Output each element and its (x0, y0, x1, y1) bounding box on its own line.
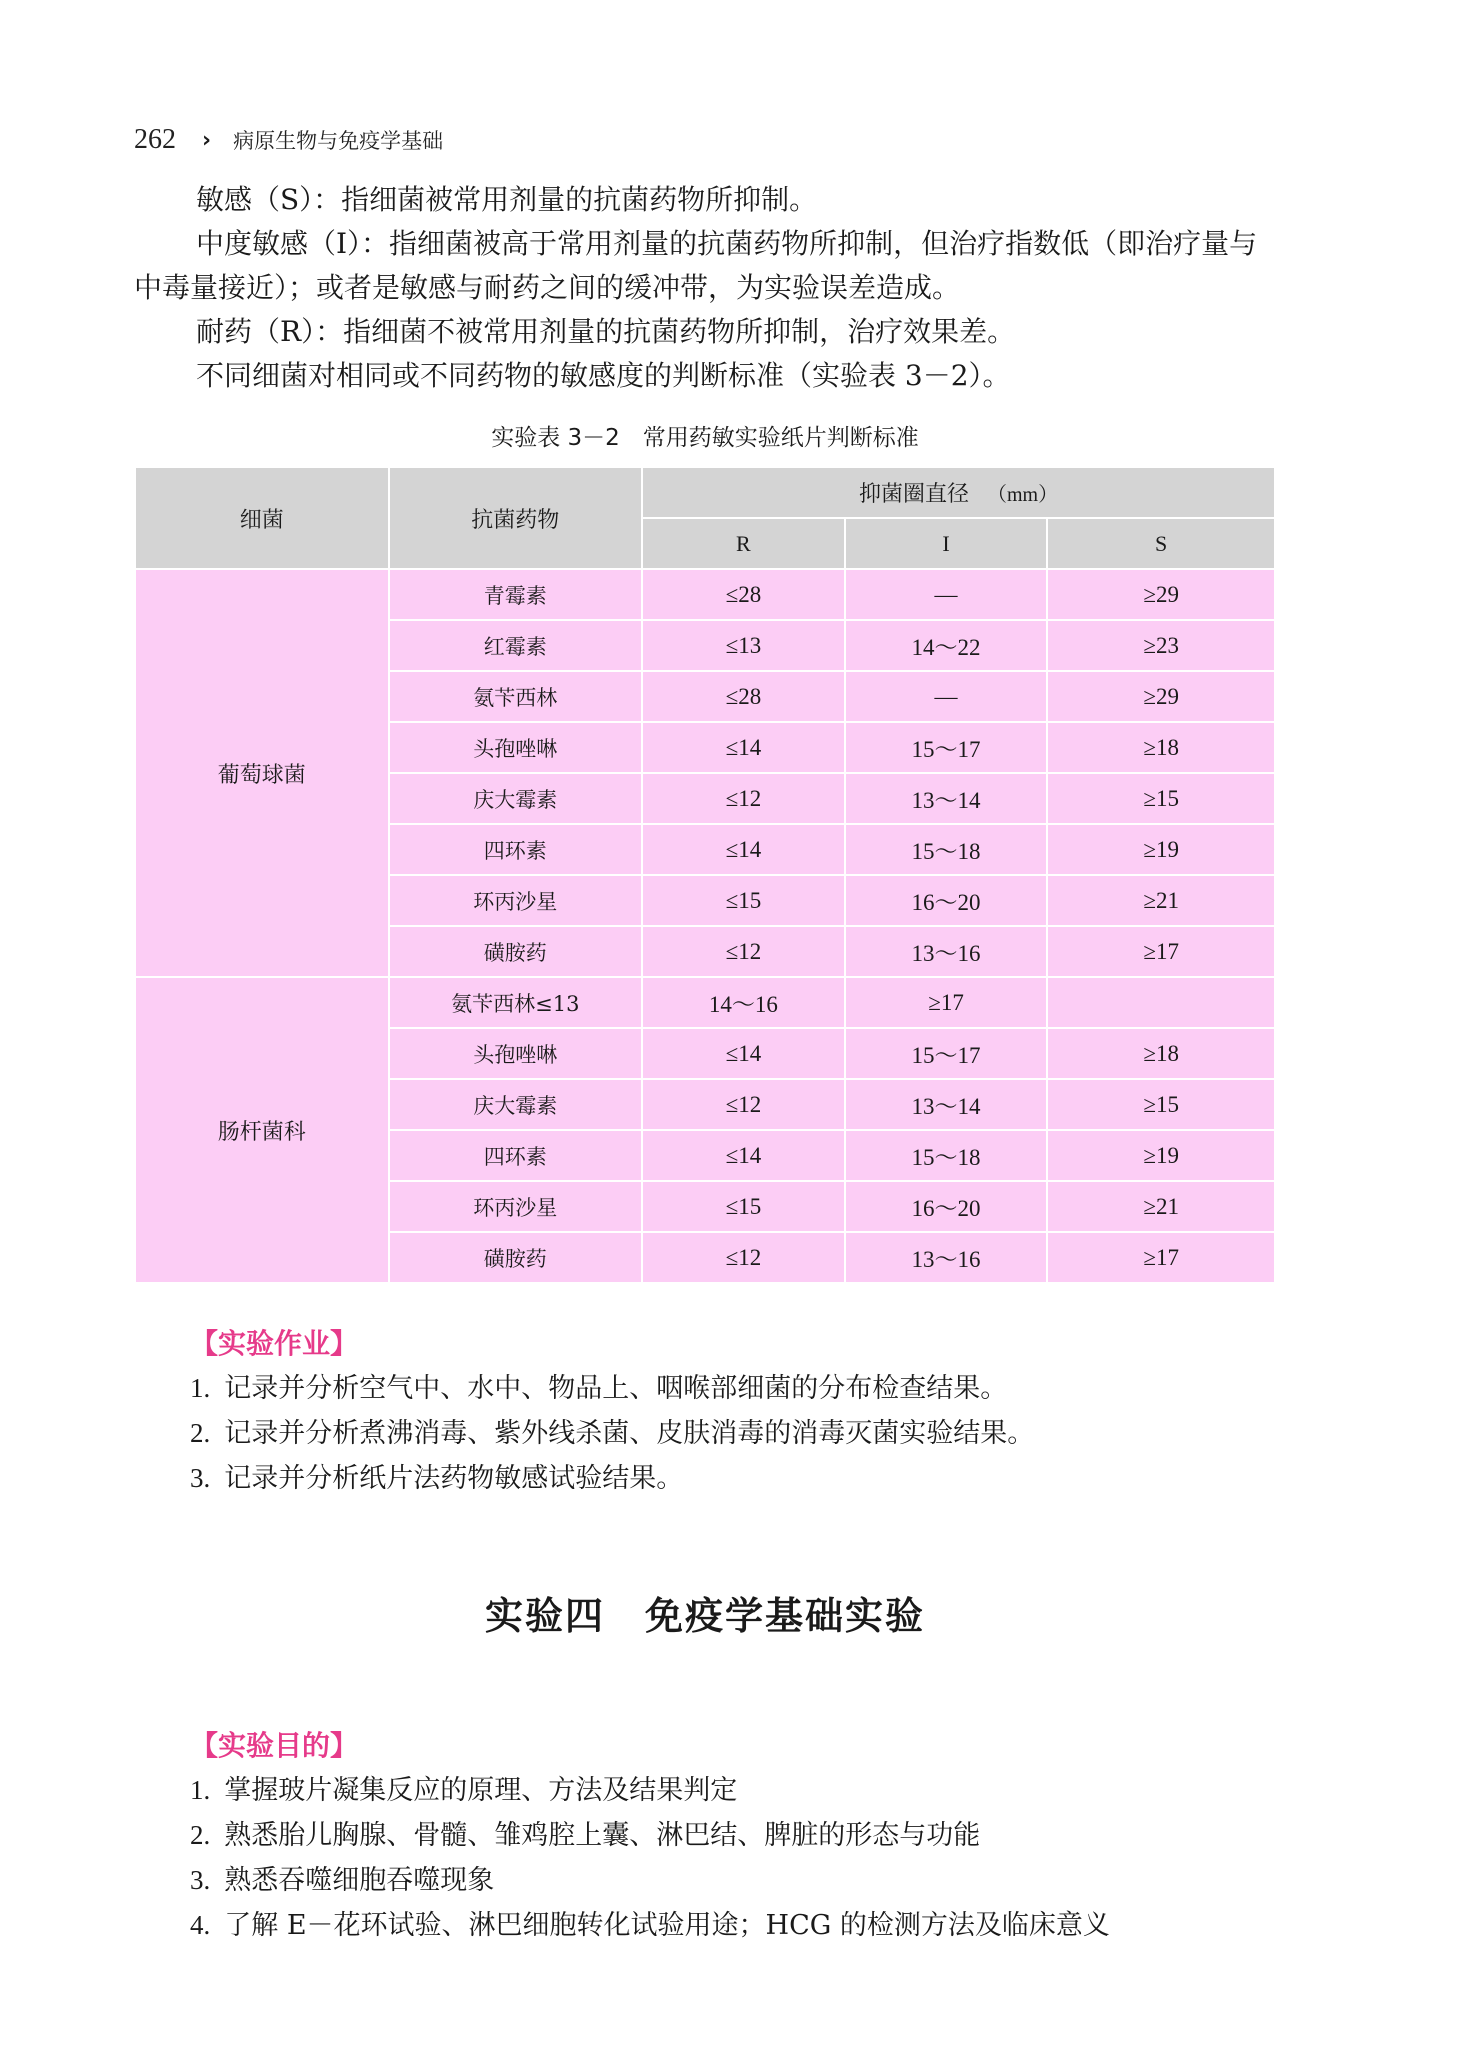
s-cell: ≥29 (1047, 569, 1275, 620)
drug-cell: 氨苄西林 (389, 671, 643, 722)
paragraph-resistant: 耐药（R）：指细菌不被常用剂量的抗菌药物所抑制，治疗效果差。 (196, 315, 1016, 348)
paragraph-sensitive: 敏感（S）：指细菌被常用剂量的抗菌药物所抑制。 (196, 183, 818, 216)
r-cell: ≤14 (642, 1028, 845, 1079)
drug-cell: 环丙沙星 (389, 1181, 643, 1232)
header-bacteria: 细菌 (135, 467, 389, 569)
s-cell: ≥17 (1047, 926, 1275, 977)
i-cell: 15～17 (845, 722, 1048, 773)
list-item: 2. 记录并分析煮沸消毒、紫外线杀菌、皮肤消毒的消毒灭菌实验结果。 (190, 1418, 1035, 1449)
chapter-title: 实验四 免疫学基础实验 (484, 1594, 925, 1638)
header-drug: 抗菌药物 (389, 467, 643, 569)
homework-heading: 【实验作业】 (190, 1327, 359, 1360)
list-item: 1. 记录并分析空气中、水中、物品上、咽喉部细菌的分布检查结果。 (190, 1373, 1008, 1404)
r-cell: ≤14 (642, 824, 845, 875)
r-cell: ≤12 (642, 1232, 845, 1283)
r-cell: ≤15 (642, 875, 845, 926)
r-cell: ≤15 (642, 1181, 845, 1232)
i-cell: 16～20 (845, 875, 1048, 926)
r-cell: ≤13 (642, 620, 845, 671)
header-zone-unit: （mm） (986, 484, 1059, 506)
s-cell: ≥29 (1047, 671, 1275, 722)
i-cell: — (845, 569, 1048, 620)
paragraph-standard: 不同细菌对相同或不同药物的敏感度的判断标准（实验表 3－2）。 (196, 359, 1011, 392)
header-zone (642, 467, 1275, 518)
drug-cell: 头孢唑啉 (389, 722, 643, 773)
r-cell: ≤12 (642, 773, 845, 824)
r-cell: 14～16 (642, 977, 845, 1028)
s-cell: ≥19 (1047, 824, 1275, 875)
i-cell: 14～22 (845, 620, 1048, 671)
i-cell: 16～20 (845, 1181, 1048, 1232)
i-cell: 15～18 (845, 824, 1048, 875)
drug-cell: 头孢唑啉 (389, 1028, 643, 1079)
list-item: 3. 熟悉吞噬细胞吞噬现象 (190, 1865, 495, 1896)
objectives-heading: 【实验目的】 (190, 1729, 359, 1762)
intro-paragraphs (134, 178, 1284, 398)
drug-cell: 氨苄西林≤13 (389, 977, 643, 1028)
s-cell: ≥15 (1047, 773, 1275, 824)
header-r: R (642, 518, 845, 569)
drug-cell: 青霉素 (389, 569, 643, 620)
i-cell: ≥17 (845, 977, 1048, 1028)
objectives-list (190, 1768, 1290, 1948)
list-item: 4. 了解 E－花环试验、淋巴细胞转化试验用途；HCG 的检测方法及临床意义 (190, 1910, 1110, 1941)
drug-cell: 磺胺药 (389, 926, 643, 977)
book-title: 病原生物与免疫学基础 (233, 129, 444, 153)
i-cell: — (845, 671, 1048, 722)
s-cell: ≥15 (1047, 1079, 1275, 1130)
s-cell: ≥21 (1047, 1181, 1275, 1232)
table-row (135, 977, 1275, 1028)
drug-cell: 四环素 (389, 824, 643, 875)
list-item: 3. 记录并分析纸片法药物敏感试验结果。 (190, 1463, 684, 1494)
drug-cell: 庆大霉素 (389, 773, 643, 824)
r-cell: ≤14 (642, 1130, 845, 1181)
r-cell: ≤28 (642, 569, 845, 620)
i-cell: 13～16 (845, 926, 1048, 977)
s-cell: ≥21 (1047, 875, 1275, 926)
i-cell: 15～17 (845, 1028, 1048, 1079)
r-cell: ≤12 (642, 926, 845, 977)
i-cell: 15～18 (845, 1130, 1048, 1181)
drug-cell: 磺胺药 (389, 1232, 643, 1283)
header-i: I (845, 518, 1048, 569)
header-zone-label: 抑菌圈直径 (858, 482, 969, 507)
s-cell: ≥17 (1047, 1232, 1275, 1283)
i-cell: 13～14 (845, 773, 1048, 824)
page-number: 262 (134, 124, 176, 155)
chevron-right-icon: › (202, 127, 212, 153)
s-cell (1047, 977, 1275, 1028)
table-caption: 实验表 3－2 常用药敏实验纸片判断标准 (491, 425, 919, 451)
drug-cell: 四环素 (389, 1130, 643, 1181)
header-s: S (1047, 518, 1275, 569)
bacteria-staphylococcus: 葡萄球菌 (135, 569, 389, 977)
bacteria-enterobacteriaceae: 肠杆菌科 (135, 977, 389, 1283)
paragraph-intermediate: 中度敏感（I）：指细菌被高于常用剂量的抗菌药物所抑制，但治疗指数低（即治疗量与中毒量接近）；或者是敏感与耐药之间的缓冲带，为实验误差造成。 (134, 227, 1258, 304)
drug-cell: 庆大霉素 (389, 1079, 643, 1130)
table-row (135, 569, 1275, 620)
r-cell: ≤14 (642, 722, 845, 773)
drug-cell: 环丙沙星 (389, 875, 643, 926)
list-item: 1. 掌握玻片凝集反应的原理、方法及结果判定 (190, 1775, 738, 1806)
s-cell: ≥19 (1047, 1130, 1275, 1181)
r-cell: ≤28 (642, 671, 845, 722)
i-cell: 13～16 (845, 1232, 1048, 1283)
homework-list (190, 1366, 1290, 1501)
list-item: 2. 熟悉胎儿胸腺、骨髓、雏鸡腔上囊、淋巴结、脾脏的形态与功能 (190, 1820, 981, 1851)
drug-cell: 红霉素 (389, 620, 643, 671)
s-cell: ≥23 (1047, 620, 1275, 671)
s-cell: ≥18 (1047, 722, 1275, 773)
s-cell: ≥18 (1047, 1028, 1275, 1079)
r-cell: ≤12 (642, 1079, 845, 1130)
i-cell: 13～14 (845, 1079, 1048, 1130)
page-header (134, 120, 443, 160)
susceptibility-table (134, 466, 1276, 1284)
